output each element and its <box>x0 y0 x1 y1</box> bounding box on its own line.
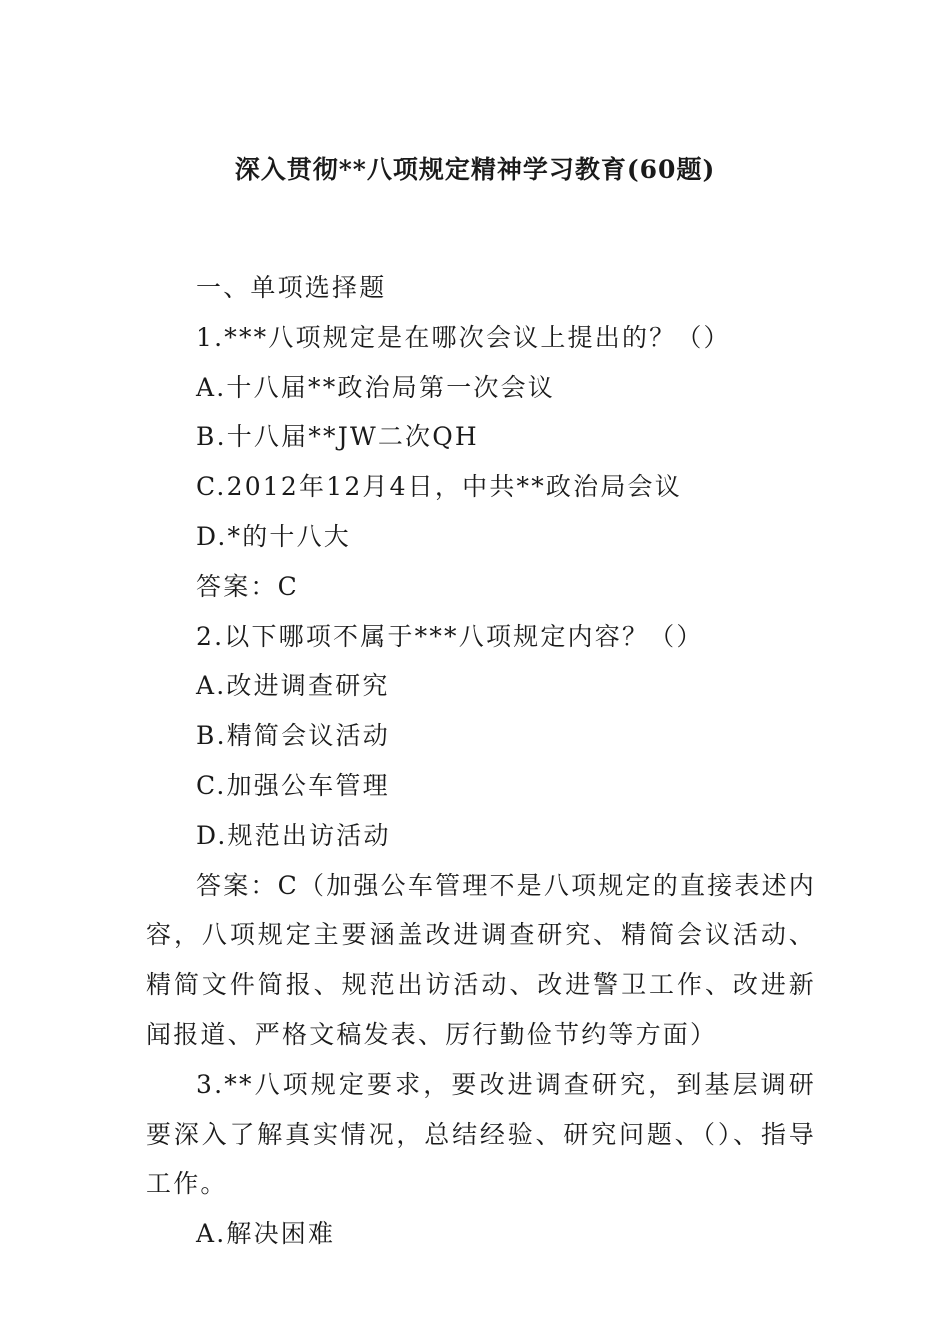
question-2-option-c: C.加强公车管理 <box>196 770 390 800</box>
question-2-option-a: A.改进调查研究 <box>196 671 390 701</box>
question-3-stem: 3.**八项规定要求，要改进调查研究，到基层调研要深入了解真实情况，总结经验、研究问题、（）、指导工作。 <box>146 1069 816 1199</box>
question-2-option-b: B.精简会议活动 <box>196 721 390 751</box>
section-heading: 一、单项选择题 <box>196 273 387 302</box>
question-3-option-a: A.解决困难 <box>196 1219 336 1249</box>
question-1-option-b: B.十八届**JW二次QH <box>196 422 479 452</box>
question-1-stem: 1.***八项规定是在哪次会议上提出的？（） <box>196 322 731 352</box>
question-2-answer: 答案：C（加强公车管理不是八项规定的直接表述内容，八项规定主要涵盖改进调查研究、精简会议活动、精简文件简报、规范出访活动、改进警卫工作、改进新闻报道、严格文稿发表、厉行勤俭节约等方面） <box>146 870 816 1049</box>
question-1-option-d: D.*的十八大 <box>196 521 351 551</box>
question-2-stem: 2.以下哪项不属于***八项规定内容？（） <box>196 621 704 651</box>
question-1-option-a: A.十八届**政治局第一次会议 <box>196 372 556 402</box>
document-body <box>146 263 816 1259</box>
question-2-option-d: D.规范出访活动 <box>196 820 391 850</box>
question-1-answer: 答案：C <box>196 571 299 601</box>
question-1-option-c: C.2012年12月4日，中共**政治局会议 <box>196 472 682 502</box>
document-title: 深入贯彻**八项规定精神学习教育(60题) <box>234 155 716 184</box>
